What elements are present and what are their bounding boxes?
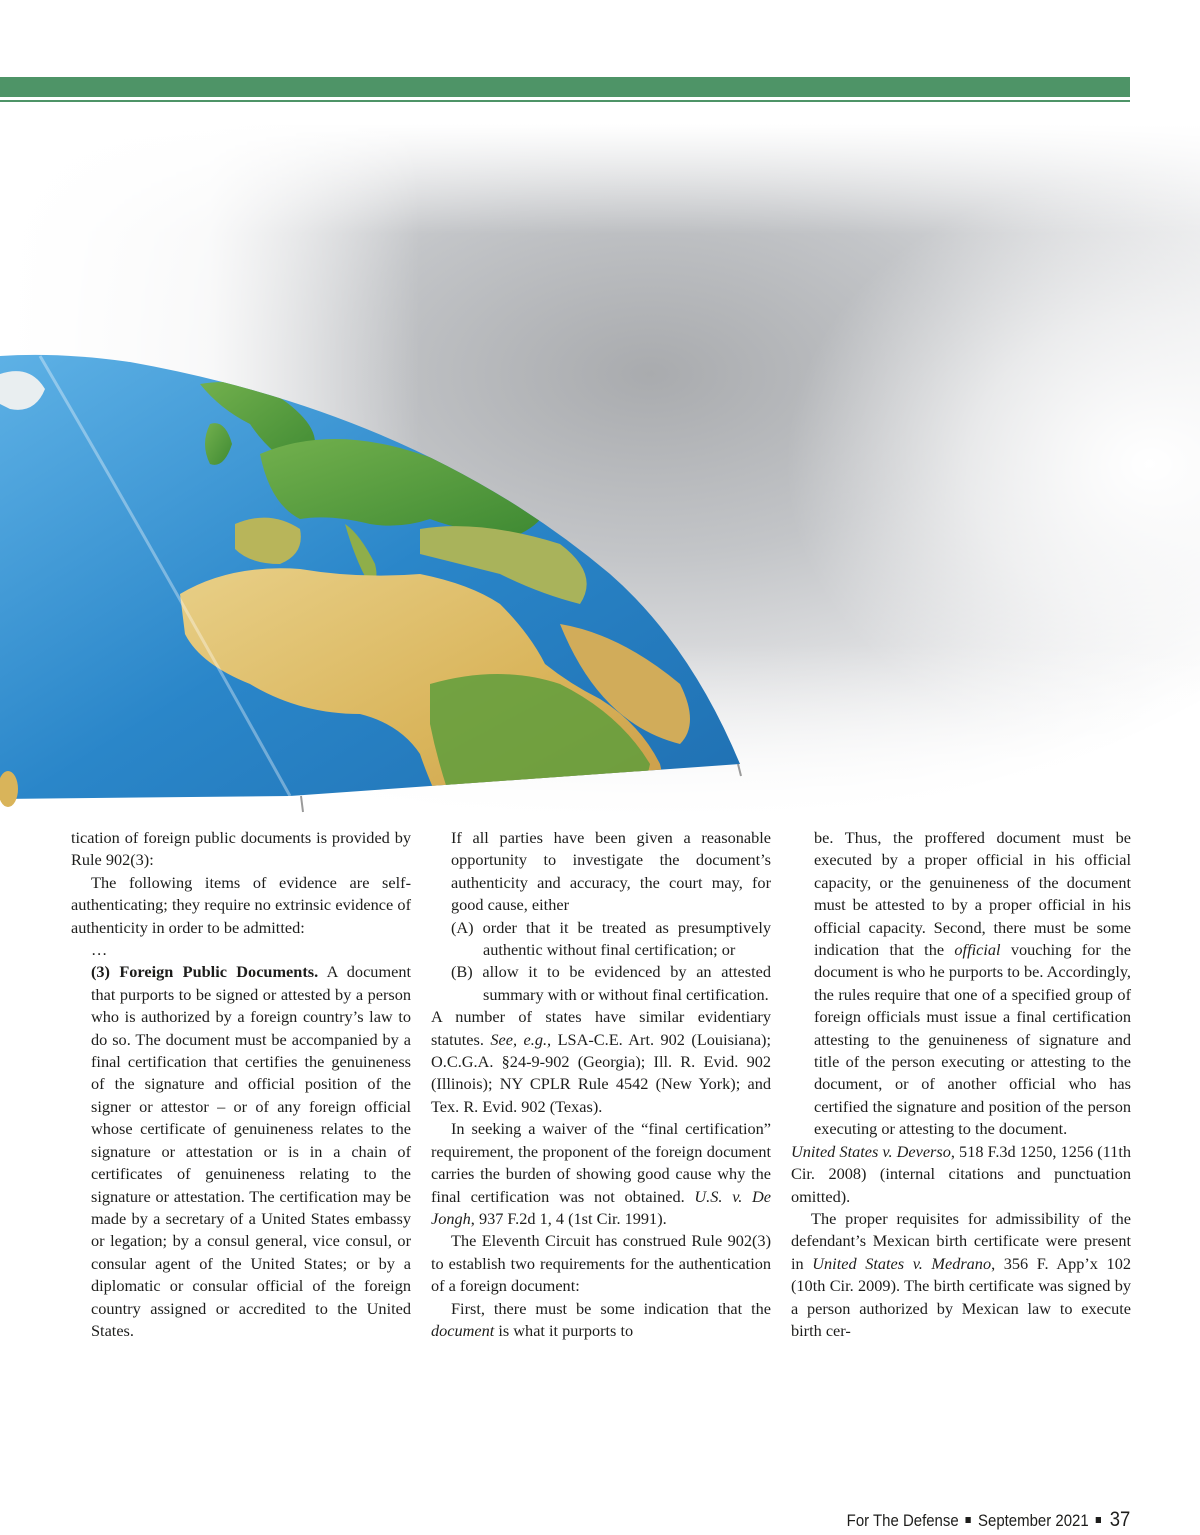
- page-footer: [846, 1508, 1130, 1532]
- paragraph: First, there must be some indication that the document is what it purports to: [431, 1298, 771, 1340]
- paragraph: If all parties have been given a reasonable opportunity to investigate the document’s authenticity and accuracy, the court may, for good cause, either: [451, 828, 771, 915]
- page-number: 37: [1109, 1508, 1130, 1531]
- header-accent-rule: [0, 100, 1130, 102]
- rule-quote-paragraph: [71, 961, 411, 1342]
- publication-name: For The Defense: [846, 1511, 959, 1530]
- block-quote: be. Thus, the proffered document must be executed by a proper official in his official capacity, or the genuineness of the document must be attested to by a proper official in his official capacity. Second, there must be some indication that the official vouching for the document is who he purports to be. Accordingly, the rules require that one of a specified group of foreign officials must issue a final certification attesting to the genuineness of signature and title of the person executing or attesting to the document, or of another official who has certified the signature and position of the person executing or attesting to the document.: [814, 828, 1131, 1139]
- list-item: (A) order that it be treated as presumptively authentic without final certification; or: [451, 917, 771, 960]
- paragraph: The following items of evidence are self-authenticating; they require no extrinsic evidence of authenticity in order to be admitted:: [71, 872, 411, 937]
- paragraph: A number of states have similar evidentiary statutes. See, e.g., LSA-C.E. Art. 902 (Louisiana); O.C.G.A. §24-9-902 (Georgia); Ill. R. Evid. 902 (Illinois); NY CPLR Rule 4542 (New York); and Tex. R. Evid. 902 (Texas).: [431, 1007, 771, 1116]
- paragraph: tication of foreign public documents is provided by Rule 902(3):: [71, 828, 411, 870]
- separator-square-icon: [965, 1517, 970, 1523]
- case-citation: U.S. v. De Jongh: [431, 1186, 771, 1228]
- rule-heading: (3) Foreign Public Documents.: [91, 962, 319, 982]
- paragraph: The proper requisites for admissibility of the defendant’s Mexican birth certificate were present in United States v. Medrano, 356 F. App’x 102 (10th Cir. 2009). The birth certificate was signed by a person authorized by Mexican law to execute birth cer-: [791, 1208, 1131, 1340]
- case-citation: United States v. Medrano: [812, 1253, 992, 1273]
- rule-text: A document that purports to be signed or attested by a person who is authorized by a foreign country’s law to do so. The document must be accompanied by a final certification that certifies the genuineness of the signature and official position of the signer or attestor – or of any foreign official whose certificate of genuineness relates to the signature or attestation or is in a chain of certificates of genuineness relating to the signature or attestation. The certification may be made by a secretary of a United States embassy or legation; by a consul general, vice consul, or consular agent of the United States; or by a diplomatic or consular official of the foreign country assigned or accredited to the United States.: [91, 962, 411, 1340]
- hero-illustration: [0, 124, 1200, 824]
- case-citation: United States v. Deverso: [791, 1141, 951, 1161]
- globe-umbrella-illustration: [0, 124, 1200, 824]
- separator-square-icon: [1095, 1517, 1100, 1523]
- paragraph: United States v. Deverso, 518 F.3d 1250, 1256 (11th Cir. 2008) (internal citations and punctuation omitted).: [791, 1141, 1131, 1206]
- text-column-1: [71, 827, 411, 1342]
- header-accent-bar: [0, 77, 1130, 97]
- text-column-3: [791, 827, 1131, 1342]
- text-column-2: [431, 827, 771, 1342]
- paragraph: The Eleventh Circuit has construed Rule 902(3) to establish two requirements for the authentication of a foreign document:: [431, 1231, 771, 1296]
- issue-date: September 2021: [977, 1511, 1089, 1530]
- ellipsis: …: [91, 940, 108, 960]
- paragraph: In seeking a waiver of the “final certification” requirement, the proponent of the foreign document carries the burden of showing good cause why the final certification was not obtained. U.S. v. De Jongh, 937 F.2d 1, 4 (1st Cir. 1991).: [431, 1119, 771, 1228]
- list-item: (B) allow it to be evidenced by an attested summary with or without final certification.: [451, 962, 771, 1004]
